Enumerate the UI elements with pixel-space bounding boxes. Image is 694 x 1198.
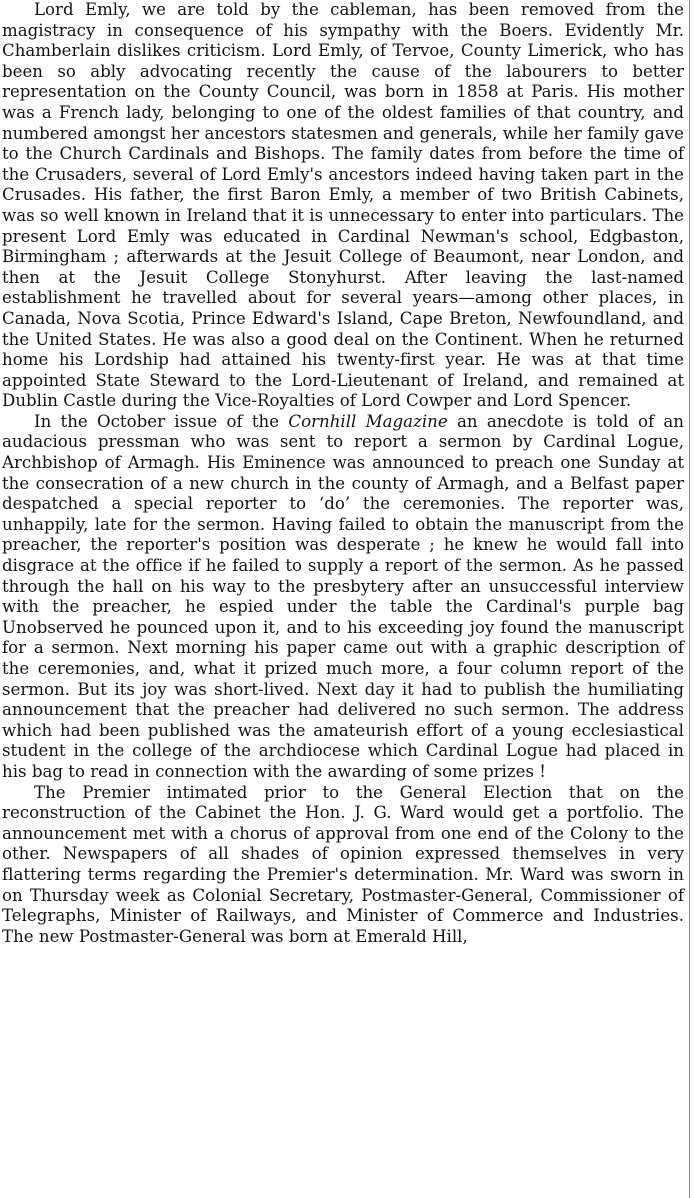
paragraph-lord-emly (2, 0, 684, 412)
paragraph-cardinal-logue (2, 412, 684, 783)
paragraph-cardinal-logue-lead: In the October issue of the (34, 411, 289, 431)
paragraph-lord-emly-text: Lord Emly, we are told by the cableman, has been removed from the magistracy in consequence of his sympathy with the Boers. Evidently Mr. Chamberlain dislikes criticism. Lord Emly, of Tervoe, County Limerick, who has been so ably advocating recently the cause of the labourers to better representation on the County Council, was born in 1858 at Paris. His mother was a French lady, belonging to one of the oldest families of that country, and numbered amongst her ancestors statesmen and generals, while her family gave to the Church Cardinals and Bishops. The family dates from before the time of the Crusaders, several of Lord Emly's ancestors indeed having taken part in the Crusades. His father, the first Baron Emly, a member of two British Cabinets, was so well known in Ireland that it is unnecessary to enter into particulars. The present Lord Emly was educated in Cardinal Newman's school, Edgbaston, Birmingham ; afterwards at the Jesuit College of Beaumont, near London, and then at the Jesuit College Stonyhurst. After leaving the last-named establishment he travelled about for several years—among other places, in Canada, Nova Scotia, Prince Edward's Island, Cape Breton, Newfoundland, and the United States. He was also a good deal on the Continent. When he returned home his Lordship had attained his twenty-first year. He was at that time appointed State Steward to the Lord-Lieutenant of Ireland, and remained at Dublin Castle during the Vice-Royalties of Lord Cowper and Lord Spencer. (2, 0, 684, 411)
paragraph-cardinal-logue-text: an anecdote is told of an audacious pressman who was sent to report a sermon by Cardinal Logue, Archbishop of Armagh. His Eminence was announced to preach one Sunday at the consecration of a new church in the county of Armagh, and a Belfast paper despatched a special reporter to ‘do’ the ceremonies. The reporter was, unhappily, late for the sermon. Having failed to obtain the manuscript from the preacher, the reporter's position was desperate ; he knew he would fall into disgrace at the office if he failed to supply a report of the sermon. As he passed through the hall on his way to the presbytery after an unsuccessful interview with the preacher, he espied under the table the Cardinal's purple bag Unobserved he pounced upon it, and to his exceeding joy found the manuscript for a sermon. Next morning his paper came out with a graphic description of the ceremonies, and, what it prized much more, a four column report of the sermon. But its joy was short-lived. Next day it had to publish the humiliating announcement that the preacher had delivered no such sermon. The address which had been published was the amateurish effort of a young ecclesiastical student in the college of the archdiocese which Cardinal Logue had placed in his bag to read in connection with the awarding of some prizes ! (2, 411, 684, 781)
magazine-title: Cornhill Magazine (288, 411, 448, 431)
article-column (2, 0, 684, 947)
paragraph-hon-ward-text: The Premier intimated prior to the General Election that on the reconstruction of the Cabinet the Hon. J. G. Ward would get a portfolio. The announcement met with a chorus of approval from one end of the Colony to the other. Newspapers of all shades of opinion expressed themselves in very flattering terms regarding the Premier's determination. Mr. Ward was sworn in on Thursday week as Colonial Secretary, Postmaster-General, Commissioner of Telegraphs, Minister of Railways, and Minister of Commerce and Industries. The new Postmaster-General was born at Emerald Hill, (2, 782, 684, 946)
column-rule (689, 0, 690, 1198)
paragraph-hon-ward (2, 783, 684, 948)
